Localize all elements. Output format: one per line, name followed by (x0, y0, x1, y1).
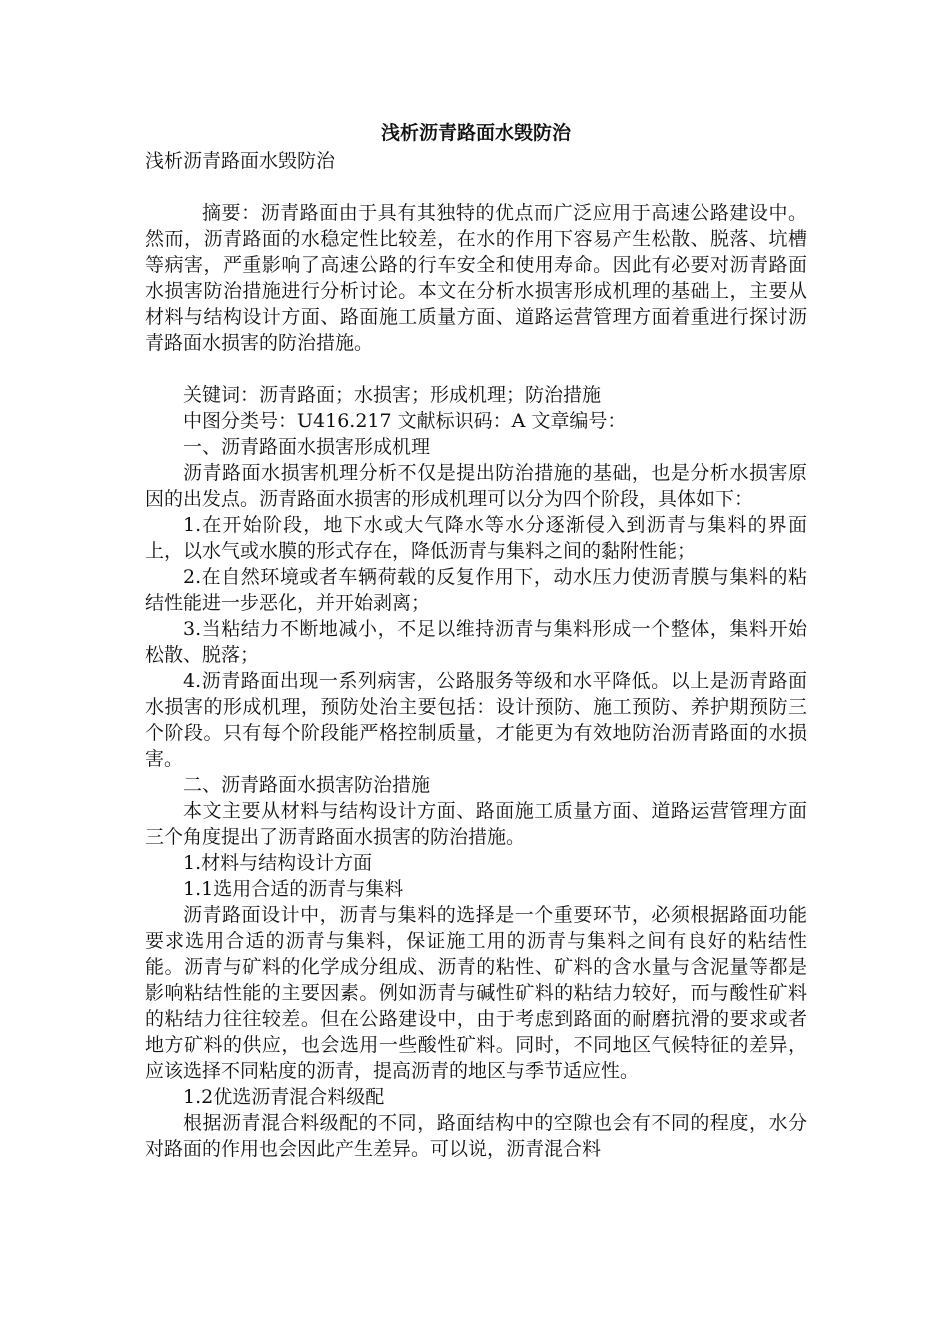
keywords-line: 关键词：沥青路面；水损害；形成机理；防治措施 (183, 384, 602, 406)
section2-heading: 二、沥青路面水损害防治措施 (183, 774, 431, 796)
stage4-paragraph: 4.沥青路面出现一系列病害，公路服务等级和水平降低。以上是沥青路面水损害的形成机理，预防处治主要包括：设计预防、施工预防、养护期预防三个阶段。只有每个阶段能严格控制质量，才能更为有效地防治沥青路面的水损害。 (145, 670, 807, 770)
document-title: 浅析沥青路面水毁防治 (380, 122, 571, 144)
subsection1-1-heading: 1.1选用合适的沥青与集料 (183, 878, 404, 900)
section1-intro-paragraph: 沥青路面水损害机理分析不仅是提出防治措施的基础，也是分析水损害原因的出发点。沥青路面水损害的形成机理可以分为四个阶段，具体如下： (145, 462, 807, 510)
section1-heading: 一、沥青路面水损害形成机理 (183, 436, 431, 458)
subsection1-heading: 1.材料与结构设计方面 (183, 852, 373, 874)
section2-intro-paragraph: 本文主要从材料与结构设计方面、路面施工质量方面、道路运营管理方面三个角度提出了沥青路面水损害的防治措施。 (145, 800, 807, 848)
classification-line: 中图分类号：U416.217 文献标识码：A 文章编号： (183, 410, 627, 432)
blank-line (145, 356, 807, 382)
document-page (145, 118, 807, 1162)
stage1-paragraph: 1.在开始阶段，地下水或大气降水等水分逐渐侵入到沥青与集料的界面上，以水气或水膜的形式存在，降低沥青与集料之间的黏附性能； (145, 514, 807, 562)
abstract-paragraph: 摘要：沥青路面由于具有其独特的优点而广泛应用于高速公路建设中。然而，沥青路面的水稳定性比较差，在水的作用下容易产生松散、脱落、坑槽等病害，严重影响了高速公路的行车安全和使用寿命。因此有必要对沥青路面水损害防治措施进行分析讨论。本文在分析水损害形成机理的基础上，主要从材料与结构设计方面、路面施工质量方面、道路运营管理方面着重进行探讨沥青路面水损害的防治措施。 (145, 202, 807, 354)
document-subtitle: 浅析沥青路面水毁防治 (145, 150, 336, 172)
blank-line (145, 174, 807, 200)
subsection1-1-paragraph: 沥青路面设计中，沥青与集料的选择是一个重要环节，必须根据路面功能要求选用合适的沥青与集料，保证施工用的沥青与集料之间有良好的粘结性能。沥青与矿料的化学成分组成、沥青的粘性、矿料的含水量与含泥量等都是影响粘结性能的主要因素。例如沥青与碱性矿料的粘结力较好，而与酸性矿料的粘结力往往较差。但在公路建设中，由于考虑到路面的耐磨抗滑的要求或者地方矿料的供应，也会选用一些酸性矿料。同时，不同地区气候特征的差异，应该选择不同粘度的沥青，提高沥青的地区与季节适应性。 (145, 904, 807, 1082)
subsection1-2-paragraph: 根据沥青混合料级配的不同，路面结构中的空隙也会有不同的程度，水分对路面的作用也会因此产生差异。可以说，沥青混合料 (145, 1112, 807, 1160)
subsection1-2-heading: 1.2优选沥青混合料级配 (183, 1086, 385, 1108)
stage3-paragraph: 3.当粘结力不断地减小，不足以维持沥青与集料形成一个整体，集料开始松散、脱落； (145, 618, 807, 666)
stage2-paragraph: 2.在自然环境或者车辆荷载的反复作用下，动水压力使沥青膜与集料的粘结性能进一步恶化，并开始剥离； (145, 566, 807, 614)
